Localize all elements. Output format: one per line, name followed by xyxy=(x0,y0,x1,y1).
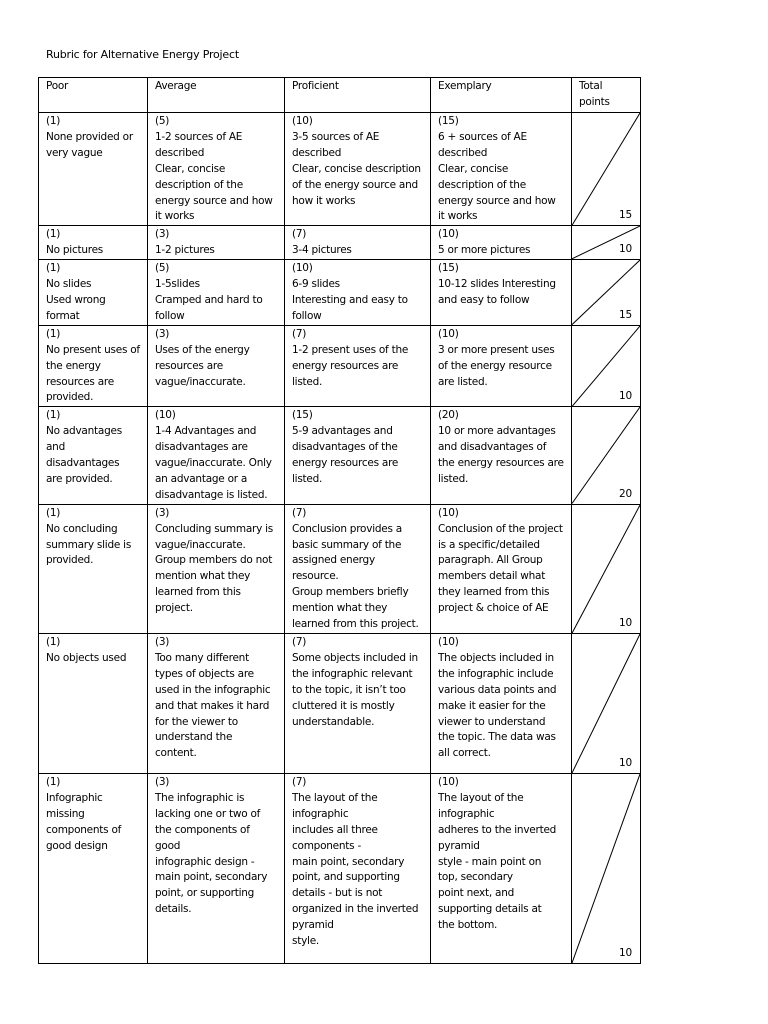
cell-proficient: (7) Some objects included in the infographic relevant to the topic, it isn’t too cluttered it is mostly understandable. xyxy=(285,634,431,774)
cell-average: (3) Uses of the energy resources are vague/inaccurate. xyxy=(148,325,285,407)
page-title: Rubric for Alternative Energy Project xyxy=(46,48,239,61)
cell-proficient: (15) 5-9 advantages and disadvantages of the energy resources are listed. xyxy=(285,407,431,504)
header-total-points: Total points xyxy=(572,78,641,113)
cell-average: (3) Too many different types of objects are used in the infographic and that makes it hard for the viewer to understand the content. xyxy=(148,634,285,774)
cell-proficient: (10) 3-5 sources of AE described Clear, concise description of the energy source and how it works xyxy=(285,113,431,226)
cell-poor: (1) No present uses of the energy resources are provided. xyxy=(39,325,148,407)
rubric-table xyxy=(38,77,641,964)
table-row xyxy=(39,260,641,326)
cell-total xyxy=(572,504,641,633)
table-row xyxy=(39,774,641,964)
table-row xyxy=(39,226,641,260)
cell-poor: (1) No concluding summary slide is provided. xyxy=(39,504,148,633)
points-value: 15 xyxy=(619,308,632,321)
cell-average: (3) The infographic is lacking one or two of the components of good infographic design - main point, secondary point, or supporting details. xyxy=(148,774,285,964)
diagonal-line xyxy=(572,634,640,773)
cell-exemplary: (20) 10 or more advantages and disadvantages of the energy resources are listed. xyxy=(431,407,572,504)
cell-poor: (1) No advantages and disadvantages are provided. xyxy=(39,407,148,504)
cell-exemplary: (15) 6 + sources of AE described Clear, concise description of the energy source and how it works xyxy=(431,113,572,226)
cell-average: (3) Concluding summary is vague/inaccurate. Group members do not mention what they learned from this project. xyxy=(148,504,285,633)
cell-exemplary: (10) Conclusion of the project is a specific/detailed paragraph. All Group members detail what they learned from this project & choice of AE xyxy=(431,504,572,633)
cell-total xyxy=(572,113,641,226)
cell-total xyxy=(572,774,641,964)
cell-poor: (1) No pictures xyxy=(39,226,148,260)
points-value: 10 xyxy=(619,390,632,403)
points-value: 20 xyxy=(619,487,632,500)
cell-poor: (1) No objects used xyxy=(39,634,148,774)
table-row xyxy=(39,113,641,226)
points-value: 10 xyxy=(619,757,632,770)
cell-proficient: (7) The layout of the infographic includes all three components - main point, secondary point, and supporting details - but is not organized in the inverted pyramid style. xyxy=(285,774,431,964)
points-value: 15 xyxy=(619,209,632,222)
cell-total xyxy=(572,407,641,504)
header-exemplary: Exemplary xyxy=(431,78,572,113)
cell-proficient: (7) Conclusion provides a basic summary of the assigned energy resource. Group members briefly mention what they learned from this project. xyxy=(285,504,431,633)
cell-average: (3) 1-2 pictures xyxy=(148,226,285,260)
cell-exemplary: (10) 3 or more present uses of the energy resource are listed. xyxy=(431,325,572,407)
cell-poor: (1) No slides Used wrong format xyxy=(39,260,148,326)
diagonal-line xyxy=(572,505,640,633)
header-average: Average xyxy=(148,78,285,113)
cell-exemplary: (10) The layout of the infographic adheres to the inverted pyramid style - main point on top, secondary point next, and supporting details at the bottom. xyxy=(431,774,572,964)
cell-average: (5) 1-5slides Cramped and hard to follow xyxy=(148,260,285,326)
cell-exemplary: (10) The objects included in the infographic include various data points and make it easier for the viewer to understand the topic. The data was all correct. xyxy=(431,634,572,774)
table-row xyxy=(39,407,641,504)
points-value: 10 xyxy=(619,947,632,960)
cell-proficient: (7) 1-2 present uses of the energy resources are listed. xyxy=(285,325,431,407)
points-value: 10 xyxy=(619,617,632,630)
cell-poor: (1) None provided or very vague xyxy=(39,113,148,226)
cell-proficient: (10) 6-9 slides Interesting and easy to follow xyxy=(285,260,431,326)
cell-poor: (1) Infographic missing components of good design xyxy=(39,774,148,964)
table-row xyxy=(39,325,641,407)
cell-total xyxy=(572,325,641,407)
header-poor: Poor xyxy=(39,78,148,113)
cell-total xyxy=(572,634,641,774)
diagonal-line xyxy=(572,774,640,963)
table-row xyxy=(39,634,641,774)
header-row xyxy=(39,78,641,113)
header-proficient: Proficient xyxy=(285,78,431,113)
cell-proficient: (7) 3-4 pictures xyxy=(285,226,431,260)
cell-exemplary: (15) 10-12 slides Interesting and easy to follow xyxy=(431,260,572,326)
points-value: 10 xyxy=(619,243,632,256)
cell-average: (10) 1-4 Advantages and disadvantages are vague/inaccurate. Only an advantage or a disadvantage is listed. xyxy=(148,407,285,504)
cell-average: (5) 1-2 sources of AE described Clear, concise description of the energy source and how it works xyxy=(148,113,285,226)
cell-total xyxy=(572,260,641,326)
cell-exemplary: (10) 5 or more pictures xyxy=(431,226,572,260)
table-row xyxy=(39,504,641,633)
cell-total xyxy=(572,226,641,260)
